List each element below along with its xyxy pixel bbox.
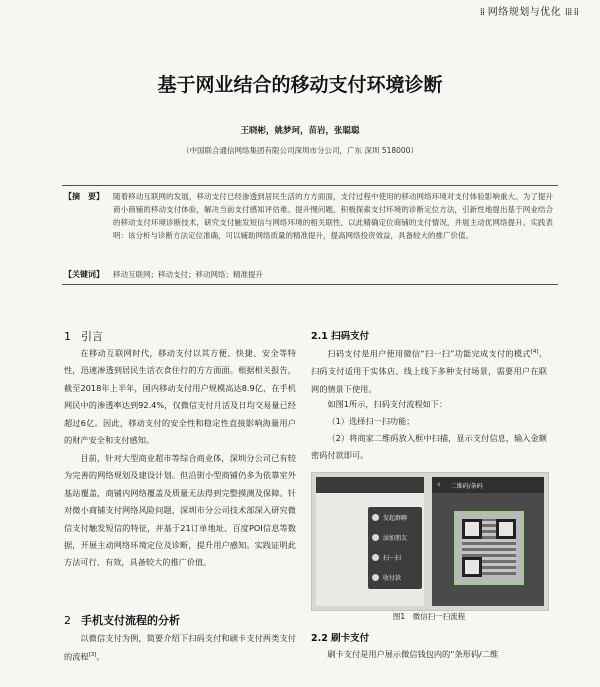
section-2-text-end: 。 — [96, 652, 105, 663]
section-2-1-text: 扫码支付是用户使用微信“扫一扫”功能完成支付的模式 — [327, 348, 531, 359]
section-2-text: 以微信支付为例，简要介绍下扫码支付和刷卡支付两类支付的流程 — [64, 633, 296, 663]
section-2-title: 手机支付流程的分析 — [81, 614, 180, 627]
qr-scan-frame — [454, 511, 524, 585]
abstract-bottom-rule — [62, 284, 558, 285]
section-tag-text: 网络规划与优化 — [487, 7, 562, 18]
keywords-list — [113, 269, 263, 280]
menu-item-label: 收付款 — [383, 574, 402, 582]
keyword: ； 移动支付 — [151, 270, 189, 279]
section-tag — [480, 3, 578, 18]
menu-item-label: 发起群聊 — [383, 514, 408, 522]
section-1-paragraph-2: 目前，针对大型商业超市等综合商业体，深圳分公司已有较为完善的网络规划及建设计划。但沿街小型商铺仍多为依靠室外基站覆盖，商铺内网络覆盖及质量无法得到完整摸测及保障。针对微小商铺支付网络风险问题，深圳市分公司技术部深入研究微信支付触发短信的特征，并基于21订单地址、百度POI信息等数据，开展主动网络环境定位及诊断，提升用户感知。实践证明此方法可行、有效，具备较大的推广价值。 — [64, 453, 296, 568]
qr-finder-pattern — [462, 519, 482, 539]
chat-icon — [372, 514, 379, 521]
scan-icon — [372, 554, 379, 561]
keyword: 移动互联网 — [113, 270, 151, 279]
section-1-number: 1 — [64, 330, 71, 343]
section-2-paragraph-1 — [64, 630, 296, 667]
section-2-1-step-2: （2）将商家二维码放入框中扫描，显示支付信息，输入金额密码付款即可。 — [311, 433, 547, 461]
section-1-heading — [64, 328, 296, 344]
figure-1 — [311, 472, 549, 611]
section-2-1-text-b: 。扫码支付适用于实体店、线上线下多种支付场景，需要用户在联网的情景下使用。 — [311, 348, 547, 394]
phone-screenshot-menu — [316, 477, 424, 606]
menu-item-group-chat[interactable] — [368, 507, 422, 527]
figure-1-caption: 图1 微信扫一扫流程 — [392, 612, 466, 621]
article-title: 基于网业结合的移动支付环境诊断 — [157, 74, 443, 96]
section-1-paragraph-1: 在移动互联网时代，移动支付以其方便、快捷、安全等特性，迅速渗透到居民生活衣食住行的方方面面。根据相关报告，截至2018年上半年，国内移动支付用户规模高达8.9亿，在手机网民中的渗透率达到92.4%，仅微信支付月活及日均交易量已经超过6亿。因此，移动支付的安全性和稳定性直接影响海量用户的财产安全和支付感知。 — [64, 348, 296, 446]
keyword: ； 移动网络 — [188, 270, 226, 279]
section-2-2-heading: 2.2 刷卡支付 — [311, 633, 370, 644]
phone-screenshot-qr — [432, 477, 544, 606]
menu-item-scan[interactable] — [368, 547, 422, 567]
section-2-1-paragraph-2: 如图1所示，扫码支付流程如下： — [327, 399, 448, 409]
citation-ref[interactable]: [4] — [530, 349, 539, 355]
abstract-text: 随着移动互联网的发展，移动支付已经渗透到居民生活的方方面面，支付过程中使用的移动网络环境对支付体验影响重大。为了提升商小商铺的移动支付体验，解决当前支付感知评估难、提升慢问题，积极探索支付环境的诊断定位方法，引新性地提出基于网业结合的移动支付环境诊断技术，研究支付触发短信与网络环境的相关联性，以此精确定位商铺的支付情况，并展主动优网络提升。实践表明：该分析与诊断方法定位准确，可以辅助网络质量的精准提升，提高网络投资效益，具备较大的推广价值。 — [113, 192, 553, 240]
section-2-1-heading: 2.1 扫码支付 — [311, 331, 370, 342]
abstract-label: 【摘 要】 — [64, 192, 104, 201]
phone-status-bar — [316, 477, 424, 493]
qr-scan-header — [432, 477, 544, 493]
add-user-icon — [372, 534, 379, 541]
section-1-title: 引言 — [81, 330, 103, 343]
menu-item-add-friend[interactable] — [368, 527, 422, 547]
section-2-1-step-1: （1）选择扫一扫功能； — [327, 416, 415, 426]
article-authors: 王晓彬，姚梦珂，苗岩，张聪聪 — [240, 126, 360, 136]
menu-item-label: 添加朋友 — [383, 534, 408, 542]
menu-item-label: 扫一扫 — [383, 554, 402, 562]
keyword: ； 精准提升 — [226, 270, 264, 279]
qr-finder-pattern — [462, 557, 482, 577]
section-tag-bars-right: ⁞⁞⁞ ⁞⁞ — [564, 7, 578, 18]
back-arrow-icon[interactable]: ‹ — [437, 480, 441, 490]
abstract-top-rule — [62, 185, 558, 186]
section-tag-bars-left: ⁞⁞ — [479, 7, 485, 18]
citation-ref[interactable]: [3] — [88, 652, 97, 659]
section-2-1-paragraph-1 — [311, 344, 547, 398]
keywords-label: 【关键词】 — [64, 270, 104, 279]
wechat-plus-menu — [368, 507, 422, 589]
qr-finder-pattern — [496, 519, 516, 539]
menu-item-pay[interactable] — [368, 567, 422, 587]
wallet-icon — [372, 574, 379, 581]
section-2-2-paragraph-1: 刷卡支付是用户展示微信钱包内的“条形码/二维 — [327, 649, 499, 659]
qr-scan-title: 二维码/条码 — [450, 482, 483, 490]
section-2-heading — [64, 612, 296, 628]
article-affiliation: （中国联合通信网络集团有限公司深圳市分公司，广东 深圳 518000） — [182, 146, 418, 155]
section-2-number: 2 — [64, 614, 71, 627]
